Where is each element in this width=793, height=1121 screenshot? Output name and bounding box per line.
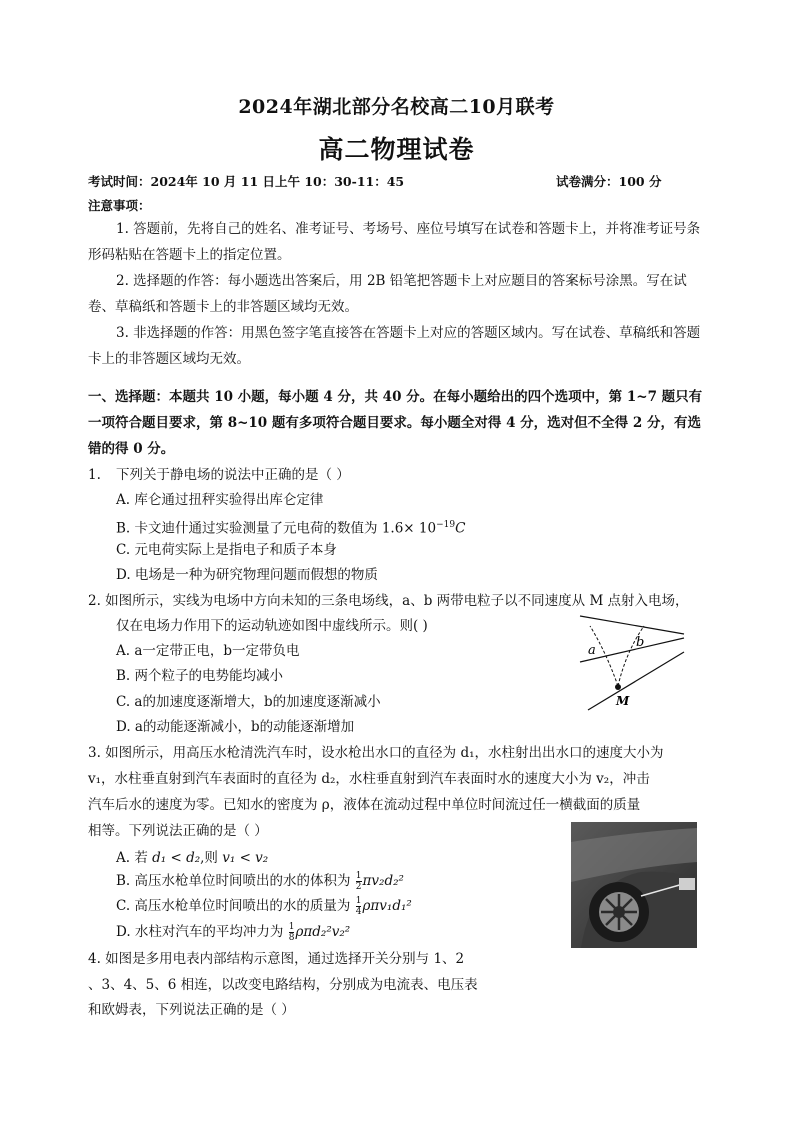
label-m: M	[616, 694, 630, 708]
fraction-eighth	[289, 922, 295, 943]
question-3-line-3: 汽车后水的速度为零。已知水的密度为 ρ，液体在流动过程中单位时间流过任一横截面的质量	[88, 797, 641, 813]
question-3-line-4: 相等。下列说法正确的是（ ）	[88, 823, 268, 839]
electric-field-diagram	[572, 612, 692, 712]
option-a-condition: d₁ < d₂	[152, 850, 201, 866]
question-3-option-d	[116, 919, 350, 945]
question-1-option-c: C. 元电荷实际上是指电子和质子本身	[116, 542, 337, 558]
notice-3: 3. 非选择题的作答：用黑色签字笔直接答在答题卡上对应的答题区域内。写在试卷、草稿纸和答题卡上的非答题区域均无效。	[88, 325, 701, 367]
question-1-stem	[88, 462, 350, 488]
question-2-option-a: A. a一定带正电，b一定带负电	[116, 643, 300, 659]
fraction-denominator: 8	[288, 933, 295, 943]
question-4-line-3: 和欧姆表，下列说法正确的是（ ）	[88, 1002, 295, 1018]
option-a-result: v₁ < v₂	[222, 850, 269, 866]
question-3-line-2: v₁，水柱垂直射到汽车表面时的直径为 d₂，水柱垂直射到汽车表面时水的速度大小为 v₂，冲击	[88, 771, 650, 787]
water-gun	[679, 878, 695, 890]
fraction-numerator: 1	[355, 896, 362, 906]
notice-2: 2. 选择题的作答：每小题选出答案后，用 2B 铅笔把答题卡上对应题目的答案标号涂黑。写在试卷、草稿纸和答题卡上的非答题区域均无效。	[88, 273, 687, 315]
option-b-text: B. 卡文迪什通过实验测量了元电荷的数值为	[116, 520, 378, 537]
label-b: b	[636, 635, 645, 650]
option-b-unit: C	[455, 520, 466, 537]
question-4-line-1: 4. 如图是多用电表内部结构示意图，通过选择开关分别与 1、2	[88, 951, 465, 967]
field-line-top	[580, 616, 684, 634]
notice-1: 1. 答题前，先将自己的姓名、准考证号、考场号、座位号填写在试卷和答题卡上，并将准考证号条形码粘贴在答题卡上的指定位置。	[88, 221, 701, 263]
option-b-prefix: B. 高压水枪单位时间喷出的水的体积为	[116, 873, 355, 889]
option-d-expression: ρπd₂²v₂²	[295, 924, 351, 940]
section-heading: 一、选择题：本题共 10 小题，每小题 4 分，共 40 分。在每小题给出的四个选项中，第 1~7 题只有一项符合题目要求，第 8~10 题有多项符合题目要求。每小题全对得 4 分，选对但不全得 2 分，有选错的得 0 分。	[88, 389, 703, 457]
option-d-prefix: D. 水柱对汽车的平均冲力为	[116, 924, 288, 940]
option-c-prefix: C. 高压水枪单位时间喷出的水的质量为	[116, 898, 355, 914]
question-1-number: 1.	[88, 467, 101, 483]
question-2-option-d: D. a的动能逐渐减小，b的动能逐渐增加	[116, 719, 355, 735]
question-2-option-b: B. 两个粒子的电势能均减小	[116, 668, 284, 684]
notice-title: 注意事项：	[88, 198, 151, 213]
question-3-option-b	[116, 868, 404, 894]
option-a-mid: ,则	[200, 850, 223, 866]
option-b-value: 1.6× 10	[381, 520, 437, 537]
rim-spokes	[601, 894, 637, 930]
question-1-option-a: A. 库仑通过扭秤实验得出库仑定律	[116, 492, 324, 508]
fraction-numerator: 1	[355, 871, 362, 881]
exam-meta	[88, 172, 708, 190]
fraction-denominator: 4	[355, 907, 362, 917]
field-line-bottom	[588, 652, 684, 710]
exam-time: 考试时间：2024年 10 月 11 日上午 10：30-11：45	[88, 174, 405, 189]
question-2-stem-line-1: 2. 如图所示，实线为电场中方向未知的三条电场线，a、b 两带电粒子以不同速度从 M 点射入电场，	[88, 593, 689, 609]
question-4-line-2: 、3、4、5、6 相连，以改变电路结构，分别成为电流表、电压表	[88, 977, 478, 993]
exam-title: 2024年湖北部分名校高二10月联考	[238, 96, 555, 118]
fraction-quarter	[356, 896, 362, 917]
fraction-denominator: 2	[355, 882, 362, 892]
option-c-expression: ρπv₁d₁²	[362, 898, 412, 914]
question-3-line-1: 3. 如图所示，用高压水枪清洗汽车时，设水枪出水口的直径为 d₁，水柱射出出水口的速度大小为	[88, 745, 664, 761]
question-3-option-c	[116, 893, 412, 919]
full-score: 试卷满分：100 分	[556, 174, 662, 189]
question-1-text: 下列关于静电场的说法中正确的是（ ）	[116, 467, 350, 483]
exam-subject-title: 高二物理试卷	[318, 135, 475, 164]
label-a: a	[588, 643, 596, 658]
question-1-option-d: D. 电场是一种为研究物理问题而假想的物质	[116, 567, 378, 583]
fraction-half	[356, 871, 362, 892]
option-b-exponent: −19	[436, 520, 456, 530]
option-b-expression: πv₂d₂²	[362, 873, 404, 889]
option-a-prefix: A. 若	[116, 850, 153, 866]
car-washing-photo	[571, 822, 697, 948]
point-m	[615, 684, 621, 690]
question-2-option-c: C. a的加速度逐渐增大，b的加速度逐渐减小	[116, 694, 381, 710]
question-2-stem-line-2: 仅在电场力作用下的运动轨迹如图中虚线所示。则( )	[116, 618, 428, 634]
fraction-numerator: 1	[288, 922, 295, 932]
